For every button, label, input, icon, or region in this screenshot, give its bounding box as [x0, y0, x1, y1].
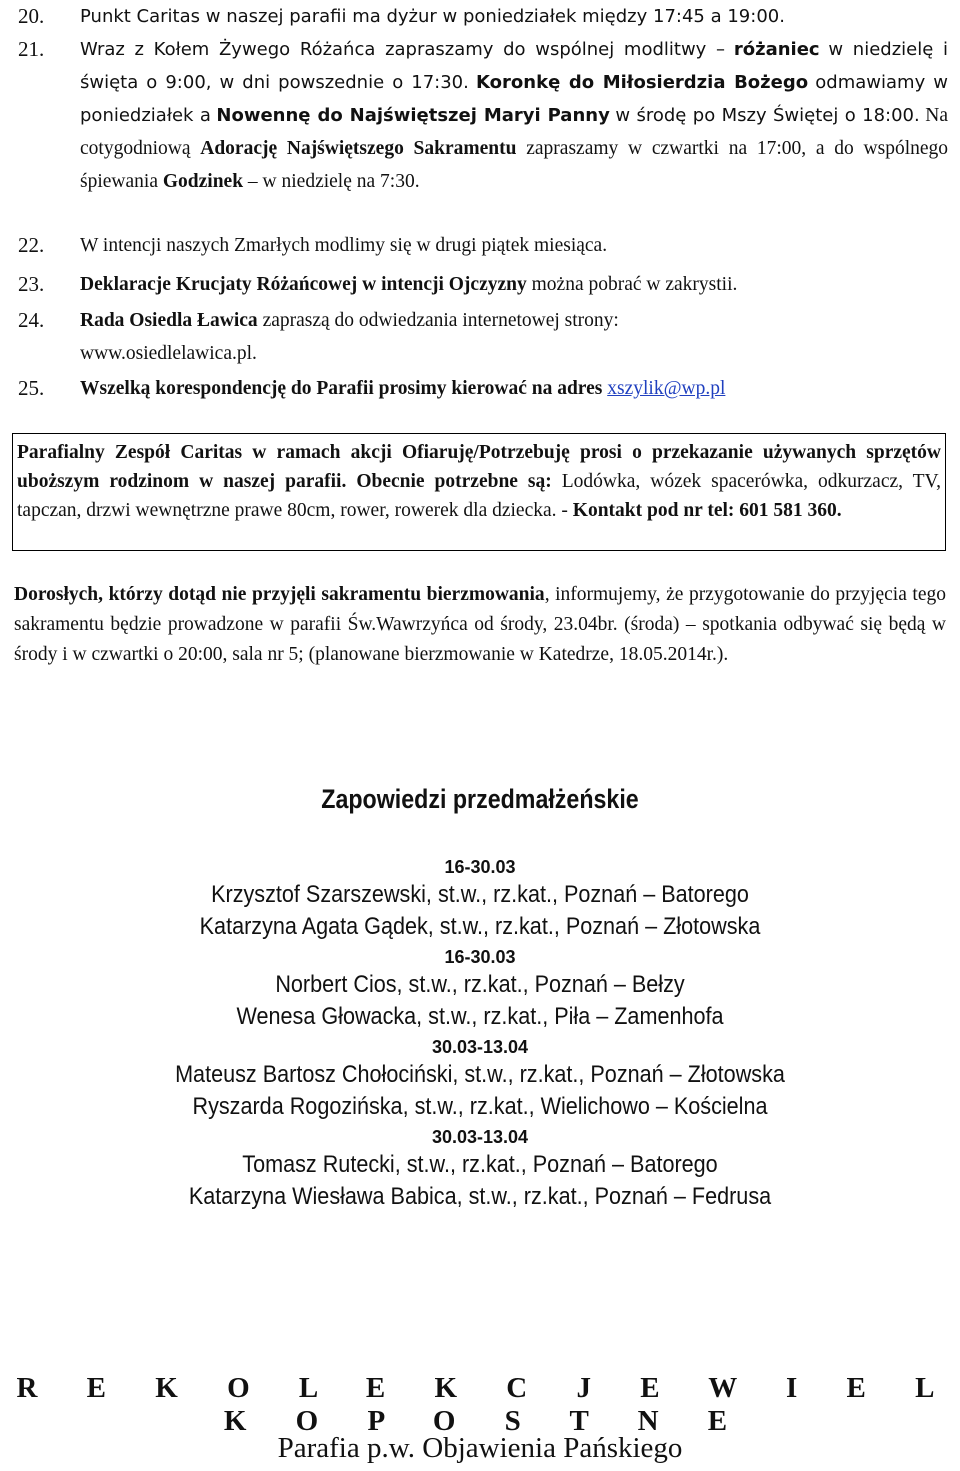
parish-name: Parafia p.w. Objawienia Pańskiego — [277, 1432, 683, 1464]
announcement-name: Krzysztof Szarszewski, st.w., rz.kat., Poznań – Batorego — [211, 881, 749, 908]
list-item-25 — [18, 372, 948, 405]
item-number: 24. — [18, 308, 45, 332]
announcement-date: 16-30.03 — [444, 947, 516, 967]
rekolekcje-heading: R E K O L E K C J E W I E L K O P O S T N E — [16, 1372, 944, 1437]
item-number: 21. — [18, 37, 45, 61]
caritas-contact: Kontakt pod nr tel: 601 581 360. — [572, 500, 842, 521]
item-number: 22. — [18, 233, 45, 257]
item-number: 20. — [18, 4, 45, 28]
list-item-24 — [18, 304, 948, 370]
announcement-date: 16-30.03 — [444, 857, 516, 877]
list-item-23 — [18, 268, 948, 301]
website-url: www.osiedlelawica.pl. — [80, 343, 257, 364]
caritas-bold-text: Parafialny Zespół Caritas w ramach akcji Ofiaruję/Potrzebuję prosi o przekazanie używanych sprzętów uboższym rodzinom w naszej parafii. Obecnie potrzebne są: — [17, 442, 941, 492]
item-text: Wszelką korespondencję do Parafii prosimy kierować na adres xszylik@wp.pl — [80, 378, 726, 399]
item-text: Rada Osiedla Ławica zapraszą do odwiedzania internetowej strony: www.osiedlelawica.pl. — [80, 310, 619, 364]
announcement-name: Norbert Cios, st.w., rz.kat., Poznań – Bełzy — [275, 971, 685, 998]
announcement-date: 30.03-13.04 — [431, 1037, 529, 1057]
bierzmowanie-paragraph: Dorosłych, którzy dotąd nie przyjęli sakramentu bierzmowania, informujemy, że przygotowanie do przyjęcia tego sakramentu będzie prowadzone w parafii Św.Wawrzyńca od środy, 23.04br. (środa) – spotkania odbywać się będą w środy i w czwartki o 20:00, sala nr 5; (planowane bierzmowanie w Katedrze, 18.05.2014r.). — [14, 584, 946, 665]
item-text: Punkt Caritas w naszej parafii ma dyżur w poniedziałek między 17:45 a 19:00. — [80, 6, 785, 27]
announcement-name: Katarzyna Agata Gądek, st.w., rz.kat., Poznań – Złotowska — [199, 913, 761, 940]
item-text: W intencji naszych Zmarłych modlimy się w drugi piątek miesiąca. — [80, 235, 608, 256]
list-item-22 — [18, 229, 948, 262]
item-number: 25. — [18, 376, 45, 400]
announcement-date: 30.03-13.04 — [431, 1127, 529, 1147]
announcement-name: Ryszarda Rogozińska, st.w., rz.kat., Wielichowo – Kościelna — [192, 1093, 768, 1120]
list-item-21 — [18, 33, 948, 198]
item-number: 23. — [18, 272, 45, 296]
announcement-name: Tomasz Rutecki, st.w., rz.kat., Poznań – Batorego — [242, 1151, 718, 1178]
caritas-items-text: Lodówka, wózek spacerówka, odkurzacz, TV, tapczan, drzwi wewnętrzne prawe 80cm, rower, rowerek dla dziecka. - — [17, 471, 941, 521]
list-item-20 — [18, 0, 948, 33]
announcement-name: Mateusz Bartosz Chołociński, st.w., rz.kat., Poznań – Złotowska — [175, 1061, 785, 1088]
announcement-name: Katarzyna Wiesława Babica, st.w., rz.kat., Poznań – Fedrusa — [188, 1183, 772, 1210]
zapowiedzi-list — [0, 855, 960, 1213]
email-link[interactable]: xszylik@wp.pl — [607, 378, 726, 399]
caritas-notice-box — [12, 433, 946, 551]
item-text: Wraz z Kołem Żywego Różańca zapraszamy do wspólnej modlitwy – różaniec w niedzielę i święta o 9:00, w dni powszednie o 17:30. Koronkę do Miłosierdzia Bożego odmawiamy w poniedziałek a Nowennę do Najświętszej Maryi Panny w środę po Mszy Świętej o 18:00. Na cotygodniową Adorację Najświętszego Sakramentu zapraszamy w czwartki na 17:00, a do wspólnego śpiewania Godzinek – w niedzielę na 7:30. — [80, 39, 949, 192]
section-title-zapowiedzi: Zapowiedzi przedmałżeńskie — [321, 784, 639, 814]
item-text: Deklaracje Krucjaty Różańcowej w intencji Ojczyzny można pobrać w zakrystii. — [80, 274, 738, 295]
announcement-name: Wenesa Głowacka, st.w., rz.kat., Piła – Zamenhofa — [236, 1003, 724, 1030]
